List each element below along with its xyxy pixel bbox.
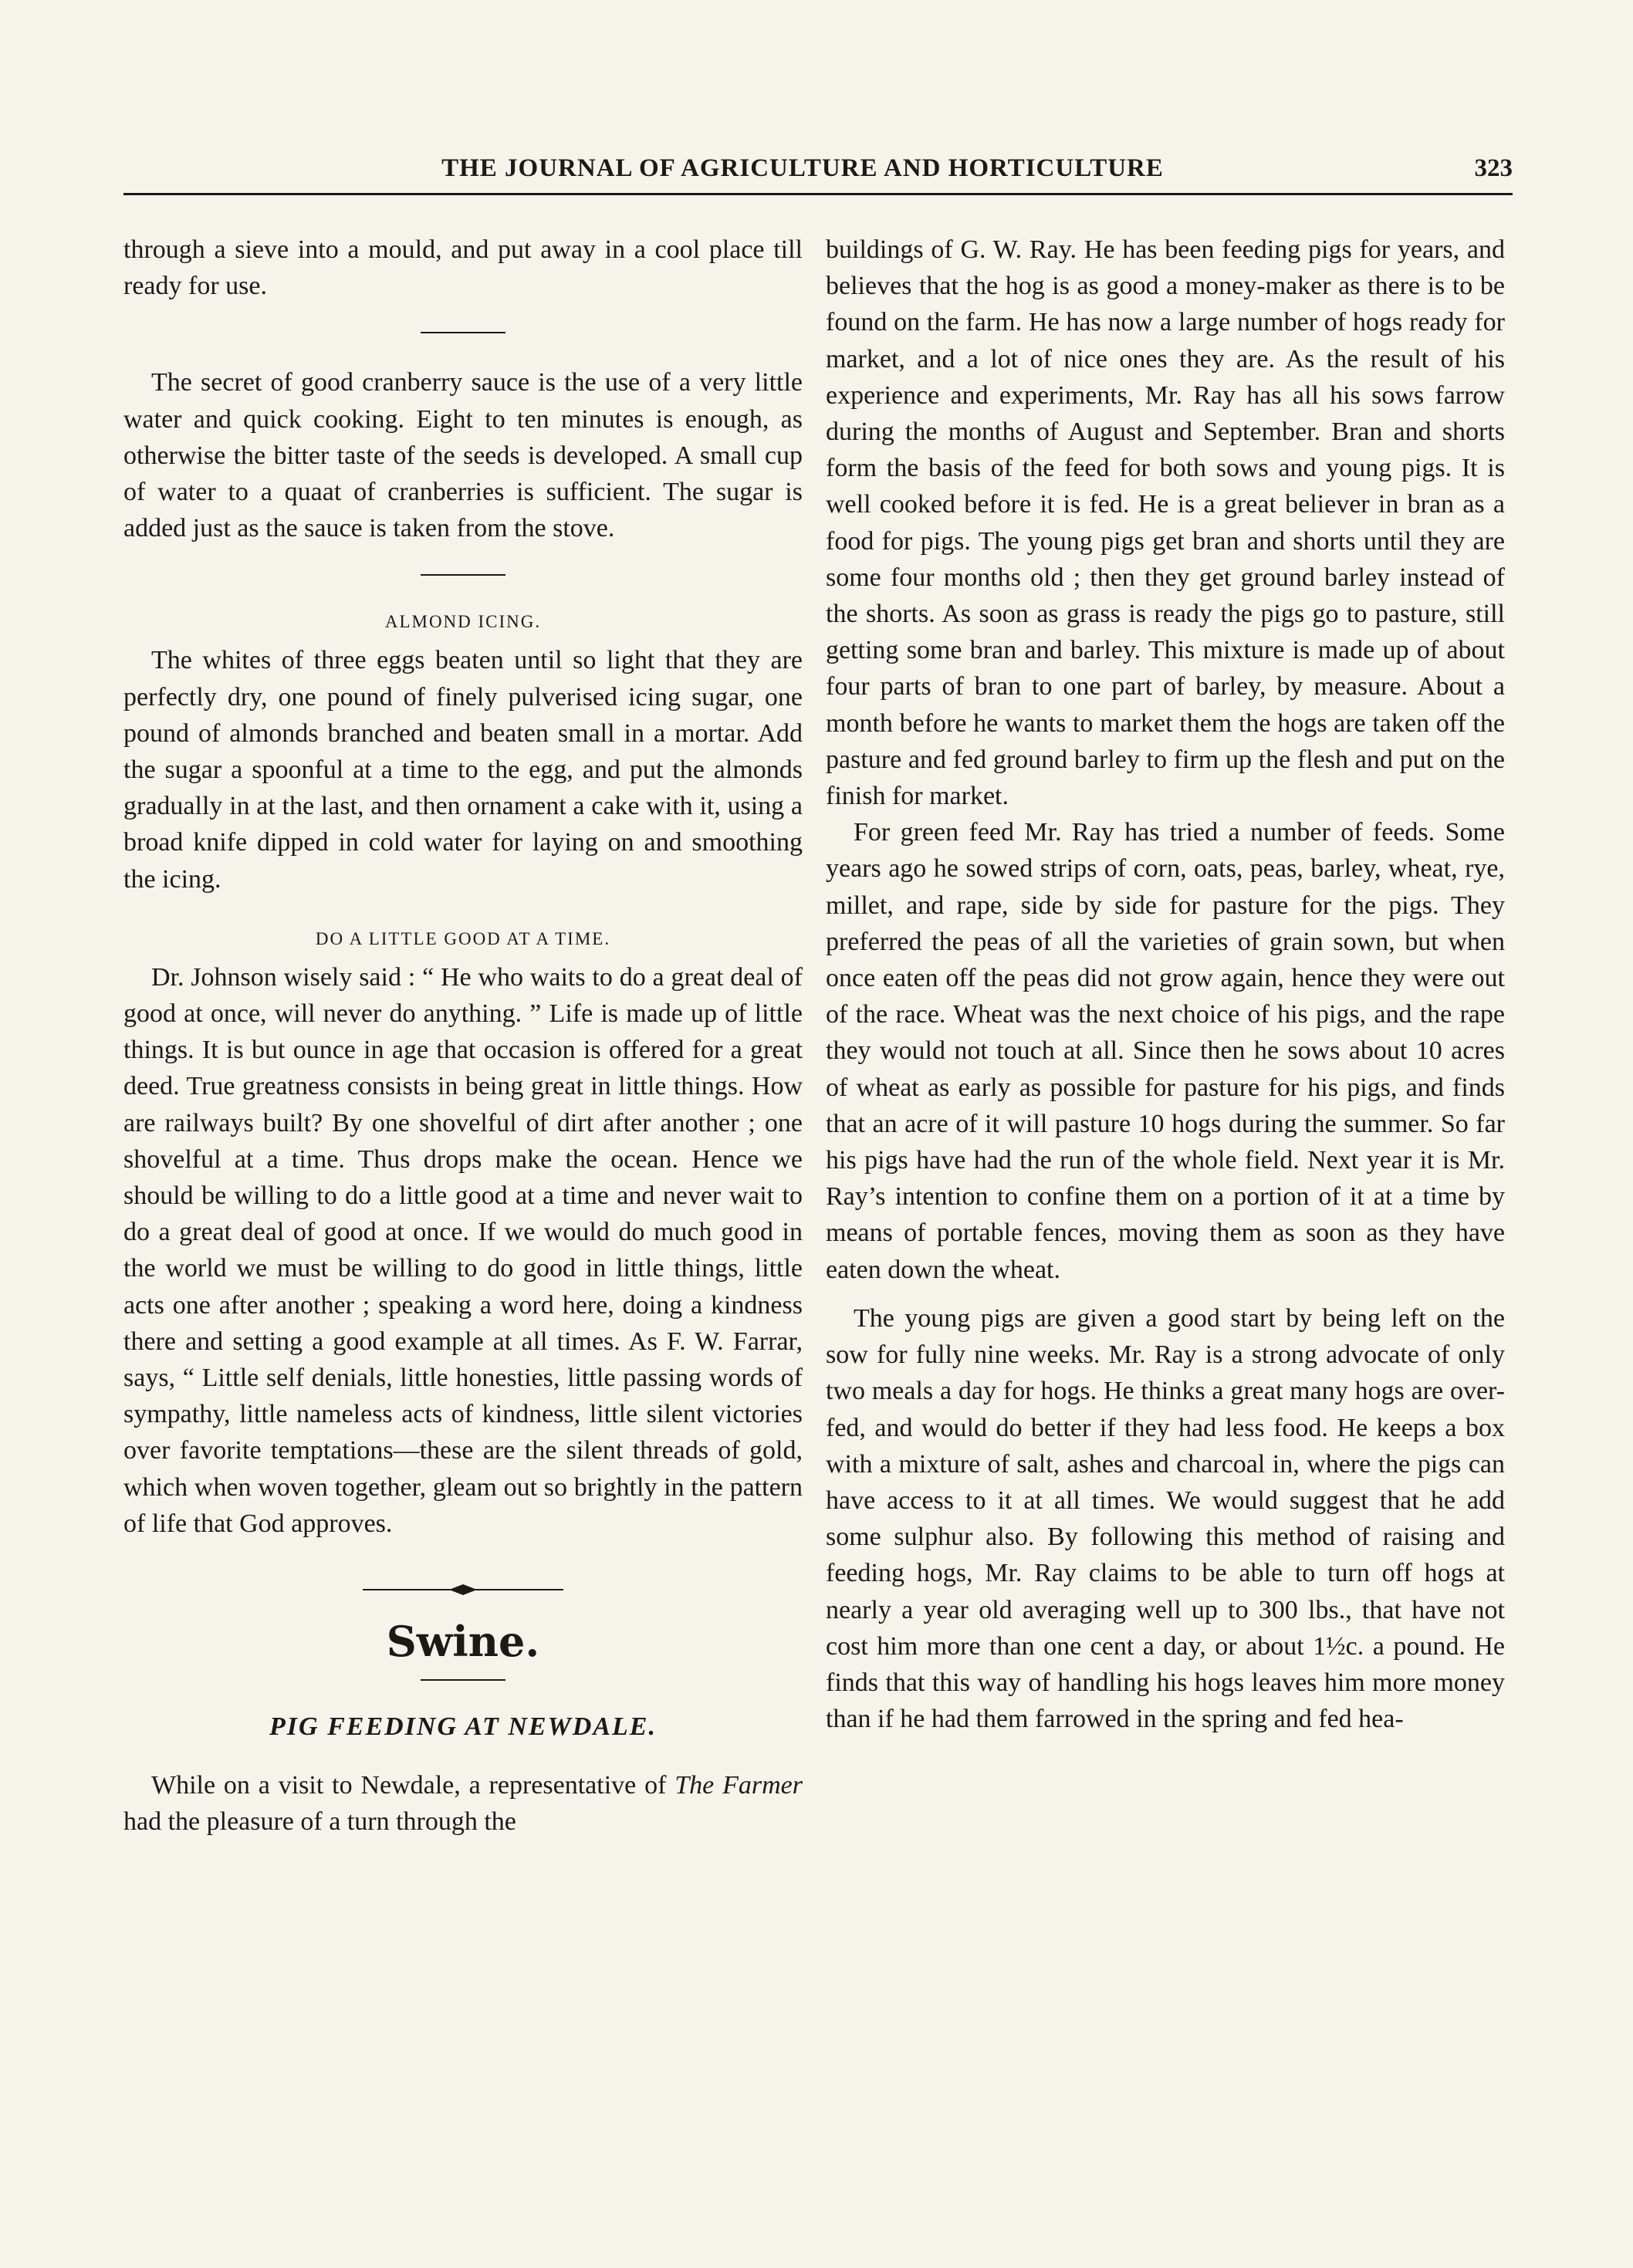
left-column (123, 232, 803, 1840)
young-pigs-paragraph: The young pigs are given a good start by being left on the sow for fully nine weeks. Mr. Ray is a strong advocate of only two meals a day for hogs. He thinks a great many hogs are over-fed, and would do better if they had less food. He keeps a box with a mixture of salt, ashes and charcoal in, where the pigs can have access to it at all times. We would suggest that he add some sulphur also. By following this method of raising and feeding hogs, Mr. Ray claims to be able to turn off hogs at nearly a year old averaging well up to 300 lbs., that have not cost him more than one cent a day, or about 1½c. a pound. He finds that this way of handling his hogs leaves him more money than if he had them farrowed in the spring and fed hea- (826, 1303, 1505, 1734)
little-good-heading: DO A LITTLE GOOD AT A TIME. (315, 928, 611, 948)
section-divider (421, 574, 505, 576)
cranberry-paragraph: The secret of good cranberry sauce is the use of a very little water and quick cooking. Eight to ten minutes is enough, as otherwise the bitter taste of the seeds is developed. A small cup of water to a quaat of cranberries is sufficient. The sugar is added just as the sauce is taken from the stove. (123, 368, 803, 543)
publication-name: The Farmer (674, 1771, 803, 1800)
ornamental-divider (123, 1582, 803, 1597)
page-header (123, 154, 1513, 193)
header-rule (123, 193, 1513, 195)
visit-text-end: had the pleasure of a turn through the (123, 1807, 516, 1837)
continued-paragraph: through a sieve into a mould, and put away in a cool place till ready for use. (123, 235, 803, 301)
ray-paragraph: buildings of G. W. Ray. He has been feeding pigs for years, and believes that the hog is as good a money-maker as there is to be found on the farm. He has now a large number of hogs ready for market, and a lot of nice ones they are. As the result of his experience and experiments, Mr. Ray has all his sows farrow during the months of August and September. Bran and shorts form the basis of the feed for both sows and young pigs. It is well cooked before it is fed. He is a great believer in bran as a food for pigs. The young pigs get bran and shorts until they are some four months old ; then they get ground barley instead of the shorts. As soon as grass is ready the pigs go to pasture, still getting some bran and barley. This mixture is made up of about four parts of bran to one part of barley, by measure. About a month before he wants to market them the hogs are taken off the pasture and fed ground barley to firm up the flesh and put on the finish for market. (826, 235, 1505, 811)
page-number: 323 (1474, 154, 1513, 182)
little-good-paragraph: Dr. Johnson wisely said : “ He who waits to do a great deal of good at once, will never do anything. ” Life is made up of little things. It is but ounce in age that occasion is offered for a great deed. True greatness consists in being great in little things. How are railways built? By one shovelful of dirt after another ; one shovelful at a time. Thus drops make the ocean. Hence we should be willing to do a little good at a time and never wait to do a great deal of good at once. If we would do much good in the world we must be willing to do good in little things, little acts one after another ; speaking a word here, doing a kindness there and setting a good example at all times. As F. W. Farrar, says, “ Little self denials, little honesties, little passing words of sympathy, little nameless acts of kindness, little silent victories over favorite temptations—these are the silent threads of gold, which when woven together, gleam out so brightly in the pattern of life that God approves. (123, 962, 803, 1538)
almond-icing-paragraph: The whites of three eggs beaten until so light that they are perfectly dry, one pound of finely pulverised icing sugar, one pound of almonds branched and beaten small in a mortar. Add the sugar a spoonful at a time to the egg, and put the almonds gradually in at the last, and then ornament a cake with it, using a broad knife dipped in cold water for laying on and smoothing the icing. (123, 646, 803, 894)
journal-title: THE JOURNAL OF AGRICULTURE AND HORTICULTURE (441, 154, 1164, 182)
ornament-rule-icon (363, 1582, 563, 1597)
section-title: Swine. (386, 1617, 540, 1667)
section-divider (421, 1679, 505, 1681)
newdale-visit-paragraph (123, 1767, 803, 1840)
article-title: PIG FEEDING AT NEWDALE. (269, 1712, 657, 1742)
right-column (826, 232, 1505, 1737)
green-feed-paragraph: For green feed Mr. Ray has tried a number of feeds. Some years ago he sowed strips of corn, oats, peas, barley, wheat, rye, millet, and rape, side by side for pasture for the pigs. They preferred the peas of all the varieties of grain sown, but when once eaten off the peas did not grow again, hence they were out of the race. Wheat was the next choice of his pigs, and the rape they would not touch at all. Since then he sows about 10 acres of wheat as early as possible for pasture for his pigs, and finds that an acre of it will pasture 10 hogs during the summer. So far his pigs have had the run of the whole field. Next year it is Mr. Ray’s intention to confine them on a portion of it at a time by means of portable fences, moving them as soon as they have eaten down the wheat. (826, 818, 1505, 1284)
section-divider (421, 332, 505, 333)
almond-icing-heading: ALMOND ICING. (384, 612, 542, 632)
visit-text-start: While on a visit to Newdale, a representative of (151, 1771, 675, 1800)
